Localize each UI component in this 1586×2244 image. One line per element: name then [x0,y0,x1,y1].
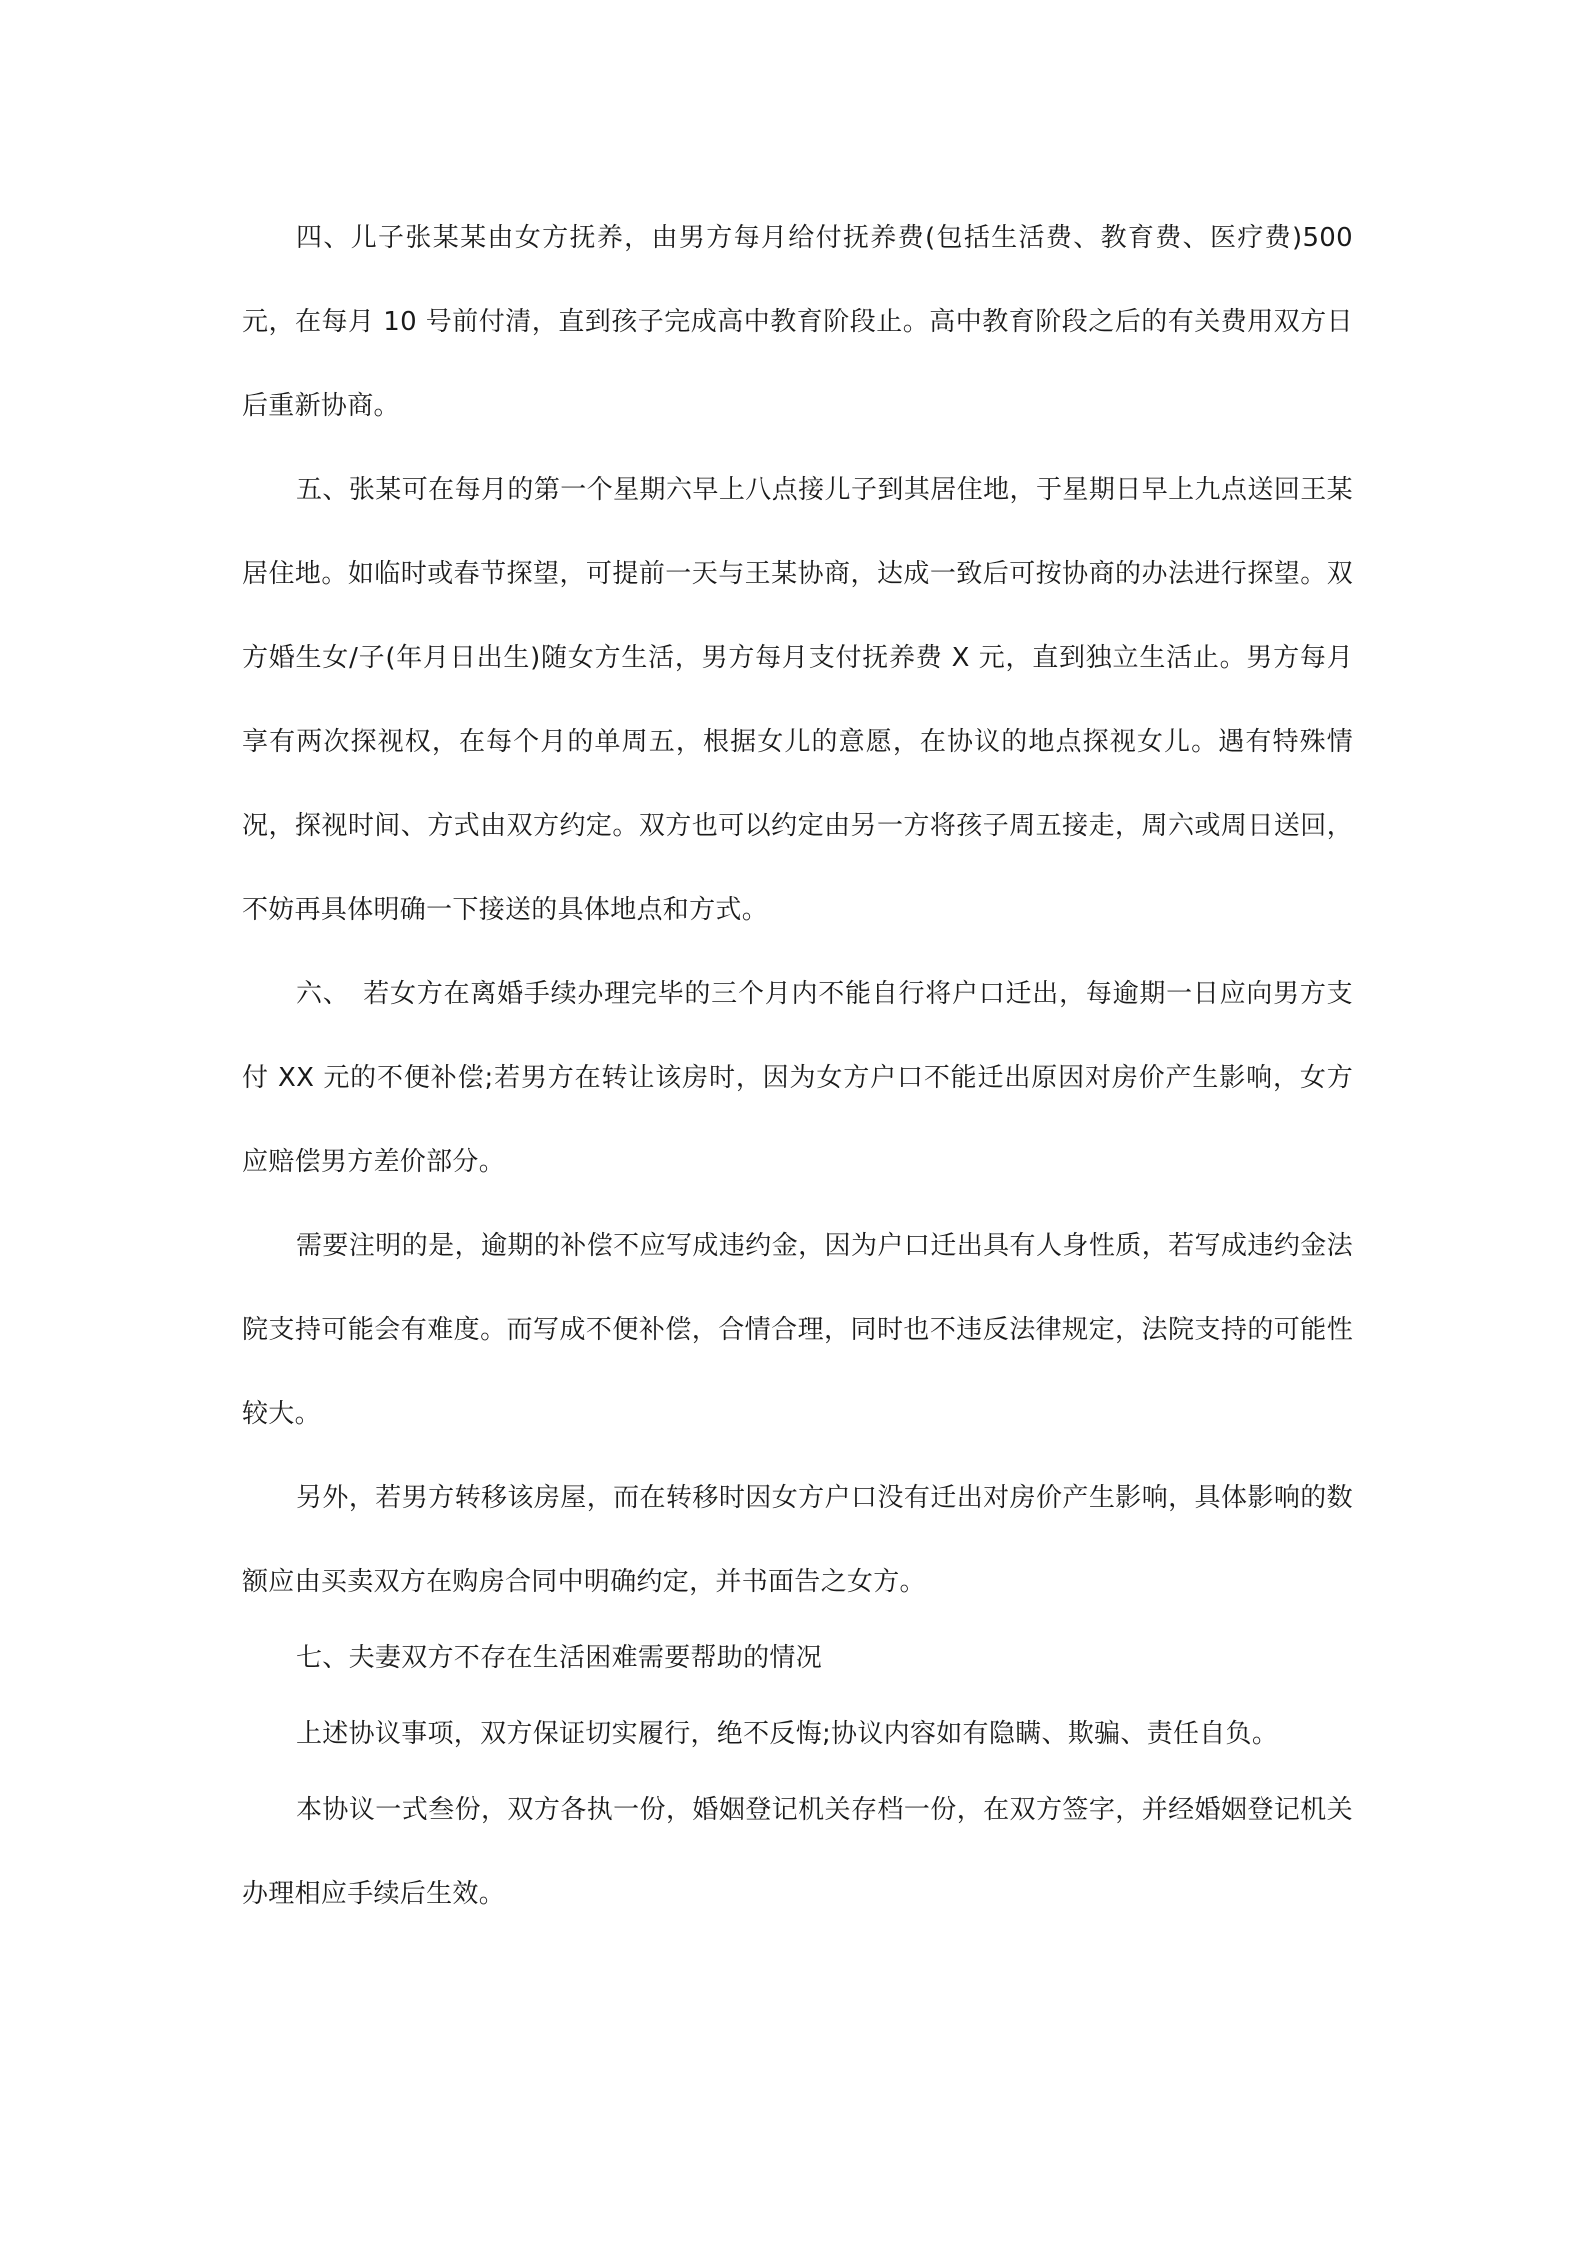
paragraph-child-support: 四、儿子张某某由女方抚养，由男方每月给付抚养费(包括生活费、教育费、医疗费)500元，在每月 10 号前付清，直到孩子完成高中教育阶段止。高中教育阶段之后的有关费用双方日后重新协商。 [242,223,1353,421]
paragraph-house-transfer: 另外，若男方转移该房屋，而在转移时因女方户口没有迁出对房价产生影响，具体影响的数额应由买卖双方在购房合同中明确约定，并书面告之女方。 [242,1483,1353,1597]
paragraph-effectiveness: 本协议一式叁份，双方各执一份，婚姻登记机关存档一份，在双方签字，并经婚姻登记机关办理相应手续后生效。 [242,1795,1353,1909]
paragraph-compensation-note: 需要注明的是，逾期的补偿不应写成违约金，因为户口迁出具有人身性质，若写成违约金法院支持可能会有难度。而写成不便补偿，合情合理，同时也不违反法律规定，法院支持的可能性较大。 [242,1231,1353,1429]
document-body [242,196,1353,1936]
paragraph-visitation: 五、张某可在每月的第一个星期六早上八点接儿子到其居住地，于星期日早上九点送回王某居住地。如临时或春节探望，可提前一天与王某协商，达成一致后可按协商的办法进行探望。双方婚生女/子(年月日出生)随女方生活，男方每月支付抚养费 X 元，直到独立生活止。男方每月享有两次探视权，在每个月的单周五，根据女儿的意愿，在协议的地点探视女儿。遇有特殊情况，探视时间、方式由双方约定。双方也可以约定由另一方将孩子周五接走，周六或周日送回，不妨再具体明确一下接送的具体地点和方式。 [242,475,1353,925]
paragraph-household-registration: 六、 若女方在离婚手续办理完毕的三个月内不能自行将户口迁出，每逾期一日应向男方支付 XX 元的不便补偿;若男方在转让该房时，因为女方户口不能迁出原因对房价产生影响，女方应赔偿男方差价部分。 [242,979,1353,1177]
paragraph-guarantee: 上述协议事项，双方保证切实履行，绝不反悔;协议内容如有隐瞒、欺骗、责任自负。 [296,1719,1279,1749]
paragraph-no-hardship: 七、夫妻双方不存在生活困难需要帮助的情况 [296,1643,823,1673]
